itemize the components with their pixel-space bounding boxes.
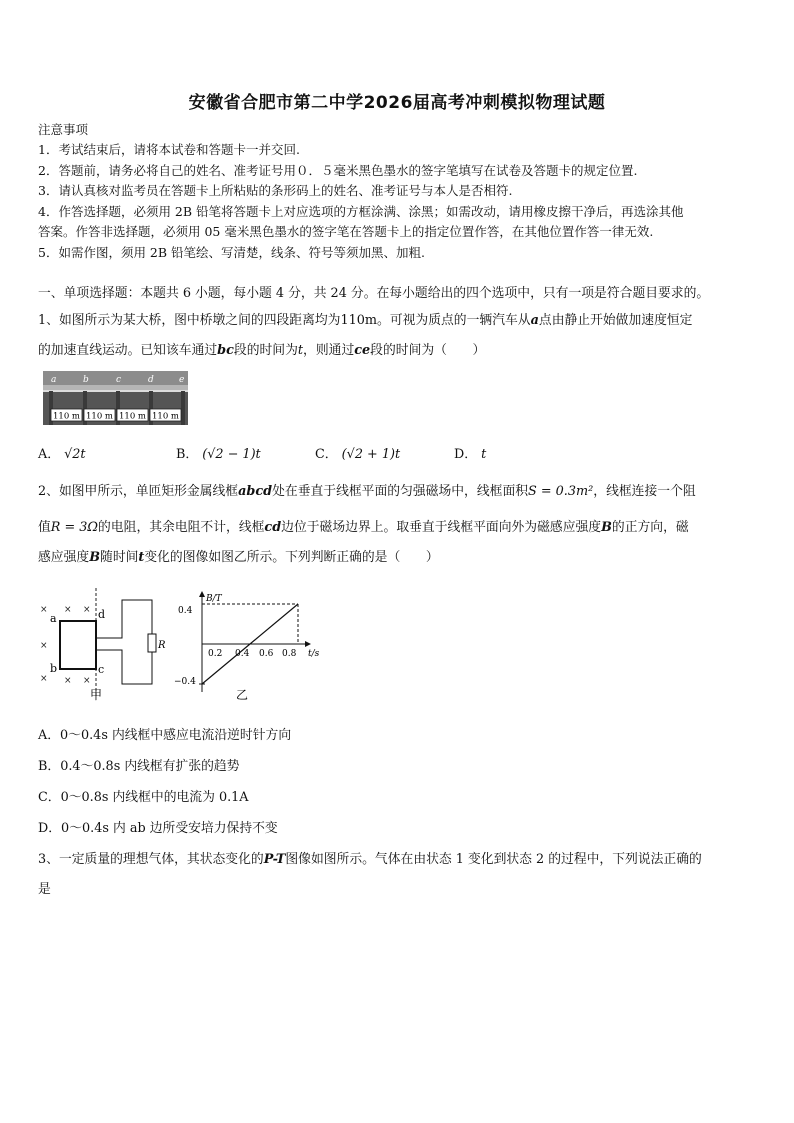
notice-item: 5．如需作图，须用 2B 铅笔绘、写清楚，线条、符号等须加黑、加粗. [38, 245, 426, 260]
q1-stem-line2: 的加速直线运动。已知该车通过bc段的时间为t，则通过ce段的时间为（ ） [38, 343, 486, 358]
corner-b: b [50, 662, 58, 675]
field-mark: × [64, 605, 72, 615]
bridge-point-label: d [148, 375, 154, 385]
x-axis-label: t/s [308, 649, 320, 659]
x-tick-label: 0.6 [259, 649, 274, 659]
y-tick-label: −0.4 [174, 677, 196, 687]
segment-label: 110 m [53, 411, 80, 422]
q1-option-c[interactable]: C． (√2 + 1)t [315, 447, 401, 462]
corner-c: c [98, 663, 105, 676]
field-mark: × [40, 674, 48, 684]
bridge-point-label: b [83, 375, 89, 385]
page-title: 安徽省合肥市第二中学2026届高考冲刺模拟物理试题 [188, 93, 606, 113]
bridge-figure [43, 371, 188, 425]
field-mark: × [40, 641, 48, 651]
q1-option-d[interactable]: D． t [454, 447, 487, 462]
section-heading: 一、单项选择题：本题共 6 小题，每小题 4 分，共 24 分。在每小题给出的四个选项中，只有一项是符合题目要求的。 [38, 286, 710, 301]
bridge-point-label: c [116, 375, 122, 385]
q2-stem-line2: 值R = 3Ω的电阻，其余电阻不计，线框cd边位于磁场边界上。取垂直于线框平面向外为磁感应强度B的正方向，磁 [38, 520, 689, 535]
q1-option-b[interactable]: B． (√2 − 1)t [176, 447, 261, 462]
q2-stem-line1: 2、如图甲所示，单匝矩形金属线框abcd处在垂直于线框平面的匀强磁场中，线框面积S = 0.3m²，线框连接一个阻 [38, 484, 696, 499]
corner-d: d [98, 608, 106, 621]
q2-option-d[interactable]: D．0～0.4s 内 ab 边所受安培力保持不变 [38, 821, 278, 836]
fig-caption-jia: 甲 [90, 688, 103, 702]
q2-stem-line3: 感应强度B随时间t变化的图像如图乙所示。下列判断正确的是（ ） [38, 550, 439, 565]
segment-label: 110 m [152, 411, 179, 422]
q2-option-b[interactable]: B．0.4～0.8s 内线框有扩张的趋势 [38, 759, 240, 774]
field-mark: × [83, 605, 91, 615]
field-mark: × [83, 676, 91, 686]
x-tick-label: 0.8 [282, 649, 297, 659]
notice-item: 2．答题前，请务必将自己的姓名、准考证号用０．５毫米黑色墨水的签字笔填写在试卷及答题卡的规定位置. [38, 163, 638, 178]
resistor-label: R [158, 640, 166, 651]
bridge-point-label: a [51, 375, 57, 385]
q3-stem-line2: 是 [38, 882, 51, 897]
fig-caption-yi: 乙 [236, 688, 249, 702]
y-tick-label: 0.4 [178, 606, 193, 616]
notice-heading: 注意事项 [38, 122, 89, 137]
y-axis-label: B/T [206, 594, 222, 604]
corner-a: a [50, 612, 57, 625]
notice-item: 1．考试结束后，请将本试卷和答题卡一并交回. [38, 142, 300, 157]
q2-option-a[interactable]: A．0～0.4s 内线框中感应电流沿逆时针方向 [38, 728, 292, 743]
bt-graph [170, 588, 330, 706]
x-tick-label: 0.2 [208, 649, 223, 659]
q1-option-a[interactable]: A． √2t [38, 447, 86, 462]
segment-label: 110 m [119, 411, 146, 422]
notice-item: 答案。作答非选择题，必须用 05 毫米黑色墨水的签字笔在答题卡上的指定位置作答，在其他位置作答一律无效. [38, 224, 654, 239]
notice-item: 3．请认真核对监考员在答题卡上所粘贴的条形码上的姓名、准考证号与本人是否相符. [38, 183, 513, 198]
q1-stem-line1: 1、如图所示为某大桥，图中桥墩之间的四段距离均为110m。可视为质点的一辆汽车从a点由静止开始做加速度恒定 [38, 313, 693, 328]
x-tick-label: 0.4 [235, 649, 250, 659]
q2-option-c[interactable]: C．0～0.8s 内线框中的电流为 0.1A [38, 790, 249, 805]
circuit-figure [36, 588, 166, 706]
notice-item: 4．作答选择题，必须用 2B 铅笔将答题卡上对应选项的方框涂满、涂黑；如需改动，请用橡皮擦干净后，再选涂其他 [38, 204, 684, 219]
field-mark: × [40, 605, 48, 615]
segment-label: 110 m [86, 411, 113, 422]
bridge-point-label: e [179, 375, 185, 385]
q3-stem-line1: 3、一定质量的理想气体，其状态变化的P-T图像如图所示。气体在由状态 1 变化到状态 2 的过程中，下列说法正确的 [38, 852, 702, 867]
field-mark: × [64, 676, 72, 686]
